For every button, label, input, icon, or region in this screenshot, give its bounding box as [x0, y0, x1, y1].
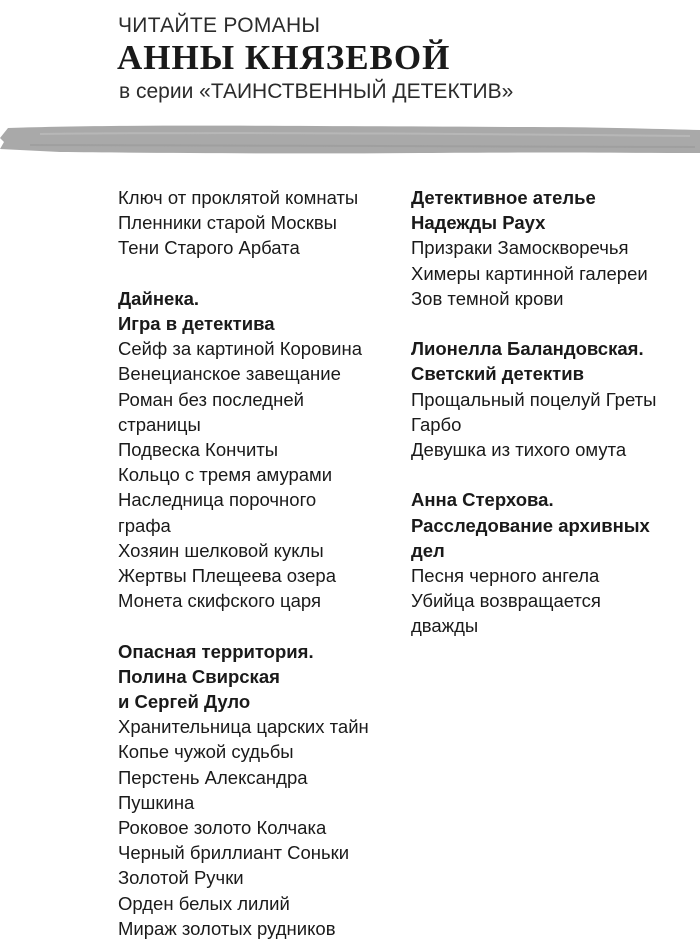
- book-title: Кольцо с тремя амурами: [118, 464, 333, 486]
- book-title: Пленники старой Москвы: [118, 212, 337, 234]
- book-title: Гарбо: [411, 413, 462, 435]
- book-title: Наследница порочного: [118, 489, 317, 511]
- book-title: Хранительница царских тайн: [118, 716, 369, 738]
- series-heading: Расследование архивных: [411, 514, 650, 536]
- header-series-intro: ЧИТАЙТЕ РОМАНЫ: [118, 14, 321, 37]
- series-heading: Надежды Раух: [411, 212, 546, 234]
- left-column: [118, 185, 403, 941]
- book-title: Призраки Замоскворечья: [411, 237, 629, 259]
- book-title: Подвеска Кончиты: [118, 439, 279, 461]
- book-group: [411, 336, 696, 462]
- series-heading: Светский детектив: [411, 363, 584, 385]
- book-group: [118, 286, 403, 614]
- series-heading: дел: [411, 539, 445, 561]
- book-title: Зов темной крови: [411, 287, 564, 309]
- series-heading: Анна Стерхова.: [411, 489, 554, 511]
- author-name: АННЫ КНЯЗЕВОЙ: [117, 38, 451, 77]
- book-title: Прощальный поцелуй Греты: [411, 388, 657, 410]
- series-heading: Опасная территория.: [118, 640, 314, 662]
- book-title: дважды: [411, 615, 479, 637]
- book-title: Песня черного ангела: [411, 565, 600, 587]
- book-title: Убийца возвращается: [411, 590, 601, 612]
- book-title: Перстень Александра: [118, 766, 308, 788]
- book-title: Роман без последней: [118, 388, 304, 410]
- series-heading: Полина Свирская: [118, 665, 280, 687]
- book-group: [411, 487, 696, 638]
- book-title: Мираж золотых рудников: [118, 917, 336, 939]
- book-title: Ключ от проклятой комнаты: [118, 187, 359, 208]
- book-title: Химеры картинной галереи: [411, 262, 648, 284]
- book-title: Черный бриллиант Соньки: [118, 842, 350, 864]
- book-title: графа: [118, 514, 171, 536]
- series-heading: Лионелла Баландовская.: [411, 338, 644, 360]
- book-group: [118, 185, 403, 261]
- book-group: [411, 185, 696, 311]
- series-heading: Дайнека.: [118, 287, 199, 309]
- book-title: страницы: [118, 413, 201, 435]
- book-title: Девушка из тихого омута: [411, 439, 627, 461]
- book-title: Пушкина: [118, 791, 195, 813]
- book-title: Жертвы Плещеева озера: [118, 565, 337, 587]
- book-title: Копье чужой судьбы: [118, 741, 294, 763]
- series-heading: Детективное ателье: [411, 187, 596, 208]
- book-title: Орден белых лилий: [118, 892, 290, 914]
- book-title: Монета скифского царя: [118, 590, 321, 612]
- series-name: в серии «ТАИНСТВЕННЫЙ ДЕТЕКТИВ»: [119, 80, 514, 103]
- book-title: Сейф за картиной Коровина: [118, 338, 363, 360]
- brush-stroke-divider: [0, 120, 700, 160]
- book-title: Золотой Ручки: [118, 867, 244, 889]
- book-title: Хозяин шелковой куклы: [118, 539, 324, 561]
- book-title: Венецианское завещание: [118, 363, 341, 385]
- series-heading: Игра в детектива: [118, 313, 275, 334]
- series-heading: и Сергей Дуло: [118, 691, 251, 713]
- right-column: [411, 185, 696, 639]
- book-group: [118, 639, 403, 941]
- book-title: Тени Старого Арбата: [118, 237, 300, 259]
- book-title: Роковое золото Колчака: [118, 817, 327, 839]
